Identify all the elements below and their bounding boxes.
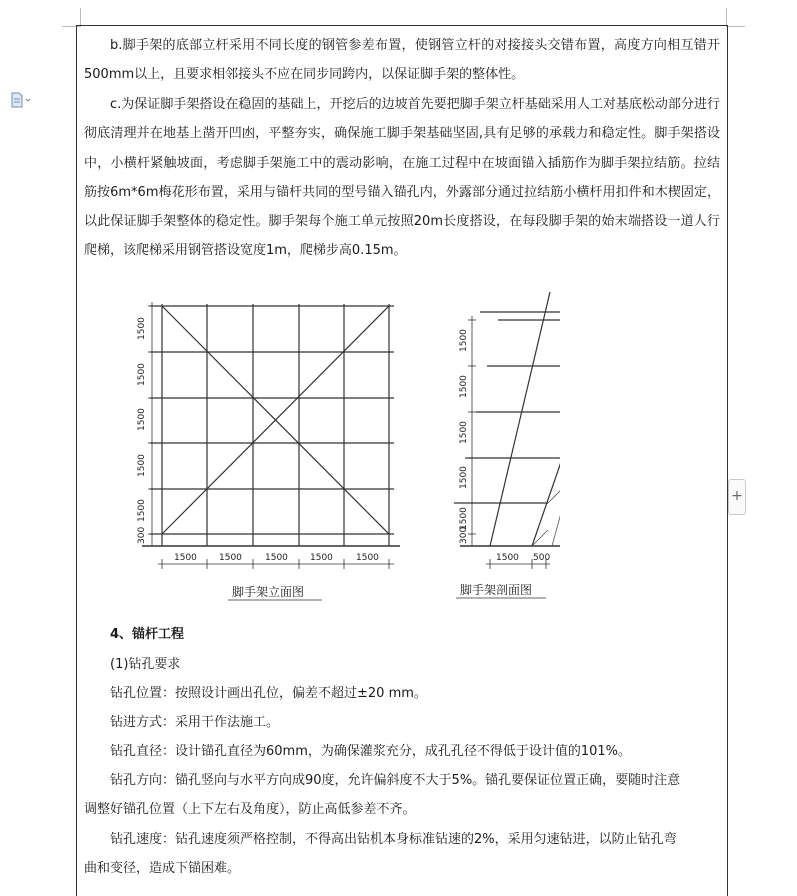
section-vdim: 1500 xyxy=(459,466,469,489)
text-line: 钻进方式：采用干作法施工。 xyxy=(110,715,280,730)
elevation-caption: 脚手架立面图 xyxy=(232,585,305,599)
elevation-dim-line-vertical xyxy=(148,302,156,546)
slope-surface xyxy=(552,320,560,546)
section-hdim: 1500 xyxy=(496,553,519,563)
text-line: 钻孔直径：设计锚孔直径为60mm，为确保灌浆充分，成孔孔径不得低于设计值的101%。 xyxy=(110,744,632,759)
page-corner-top-right xyxy=(726,8,745,27)
elevation-vdim: 1500 xyxy=(137,363,147,386)
elevation-vdim: 1500 xyxy=(137,317,147,340)
elevation-drawing xyxy=(142,304,400,546)
subsection-heading: (1)钻孔要求 xyxy=(110,657,181,672)
section-hdim: 500 xyxy=(533,553,551,563)
elevation-hdim: 1500 xyxy=(356,553,379,563)
elevation-hdim: 1500 xyxy=(219,553,242,563)
elevation-hdim: 1500 xyxy=(174,553,197,563)
section-vdim: 1500 xyxy=(459,507,469,530)
add-button[interactable]: + xyxy=(728,479,746,515)
section-drawing xyxy=(454,292,560,546)
section-dim-line-vertical xyxy=(468,316,476,546)
text-line: 钻孔速度：钻孔速度须严格控制，不得高出钻机本身标准钻速的2%，采用匀速钻进，以防止钻孔弯 xyxy=(110,832,677,847)
section-caption: 脚手架剖面图 xyxy=(460,583,533,597)
paragraph-b: b.脚手架的底部立杆采用不同长度的钢管参差布置，使钢管立杆的对接接头交错布置，高度方向相互错开500mm以上，且要求相邻接头不应在同步同跨内，以保证脚手架的整体性。 xyxy=(84,38,720,83)
text-line: 钻孔位置：按照设计画出孔位，偏差不超过±20 mm。 xyxy=(110,686,427,701)
elevation-hdim: 1500 xyxy=(265,553,288,563)
text-line: 调整好锚孔位置（上下左右及角度），防止高低参差不齐。 xyxy=(84,802,416,817)
section-vdim: 1500 xyxy=(459,375,469,398)
document-icon[interactable] xyxy=(9,92,33,108)
paragraph-c: c.为保证脚手架搭设在稳固的基础上，开挖后的边坡首先要把脚手架立杆基础采用人工对基底松动部分进行彻底清理并在地基上凿开凹凼，平整夯实，确保施工脚手架基础坚固,具有足够的承载力和稳定性。脚手架搭设中，小横杆紧触坡面，考虑脚手架施工中的震动影响，在施工过程中在坡面锚入插筋作为脚手架拉结筋。拉结筋按6m*6m梅花形布置，采用与锚杆共同的型号锚入锚孔内，外露部分通过拉结筋小横杆用扣件和木楔固定，以此保证脚手架整体的稳定性。脚手架每个施工单元按照20m长度搭设，在每段脚手架的始末端搭设一道人行爬梯，该爬梯采用钢管搭设宽度1m，爬梯步高0.15m。 xyxy=(84,97,720,259)
text-line: 曲和变径，造成下锚困难。 xyxy=(84,861,241,876)
elevation-vdim: 1500 xyxy=(137,408,147,431)
elevation-vdim: 1500 xyxy=(137,454,147,477)
scaffold-figure xyxy=(120,282,560,607)
elevation-base-dim: 300 xyxy=(137,526,147,544)
elevation-vdim: 1500 xyxy=(137,499,147,522)
elevation-hdim: 1500 xyxy=(310,553,333,563)
section-base-dim: 300 xyxy=(459,526,469,544)
section-vdim: 1500 xyxy=(459,421,469,444)
section-heading: 4、锚杆工程 xyxy=(110,627,185,642)
section-vdim: 1500 xyxy=(459,329,469,352)
text-line: 钻孔方向：锚孔竖向与水平方向成90度，允许偏斜度不大于5%。锚孔要保证位置正确，要随时注意 xyxy=(110,773,681,788)
